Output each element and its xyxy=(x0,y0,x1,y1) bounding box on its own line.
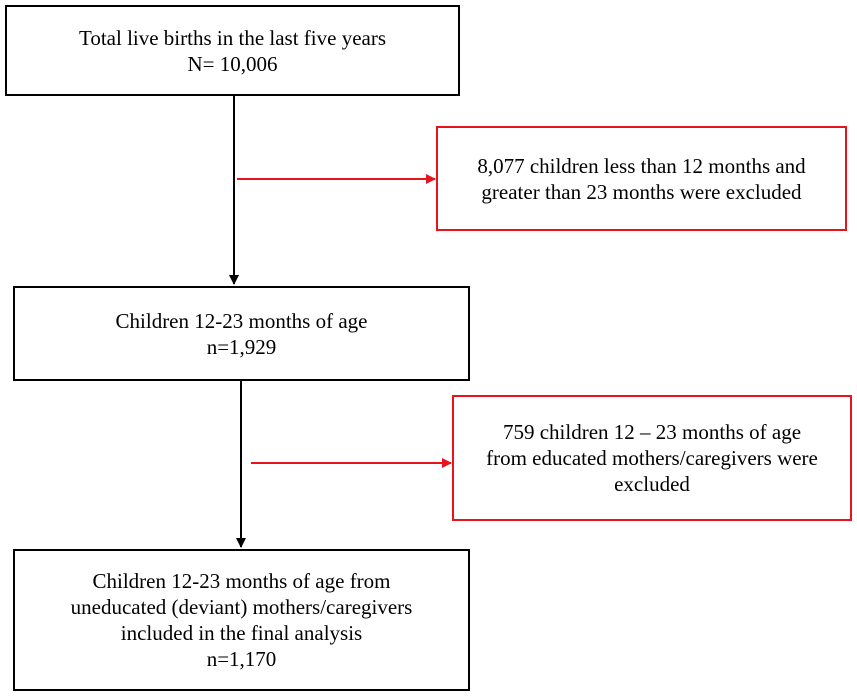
exclusion-educated-line-1: 759 children 12 – 23 months of age xyxy=(502,420,802,444)
children-12-23-title: Children 12-23 months of age xyxy=(115,308,368,333)
final-line-2: uneducated (deviant) mothers/caregivers xyxy=(70,595,413,619)
exclusion-educated-box xyxy=(452,395,852,521)
children-12-23-count: n=1,929 xyxy=(206,334,277,359)
exclusion-educated-line-3: excluded xyxy=(614,472,690,496)
exclusion-educated-line-2: from educated mothers/caregivers were xyxy=(486,446,818,470)
total-live-births-box xyxy=(5,5,460,96)
total-births-title: Total live births in the last five years xyxy=(78,25,387,50)
total-births-count: N= 10,006 xyxy=(187,51,278,76)
final-line-1: Children 12-23 months of age from xyxy=(92,569,391,593)
exclusion-age-box xyxy=(436,126,847,231)
final-count: n=1,170 xyxy=(206,647,277,671)
final-line-3: included in the final analysis xyxy=(120,621,363,645)
exclusion-age-line-1: 8,077 children less than 12 months and xyxy=(477,153,806,178)
exclusion-age-line-2: greater than 23 months were excluded xyxy=(481,179,802,204)
final-analysis-box xyxy=(13,549,470,691)
children-12-23-box xyxy=(13,286,470,381)
